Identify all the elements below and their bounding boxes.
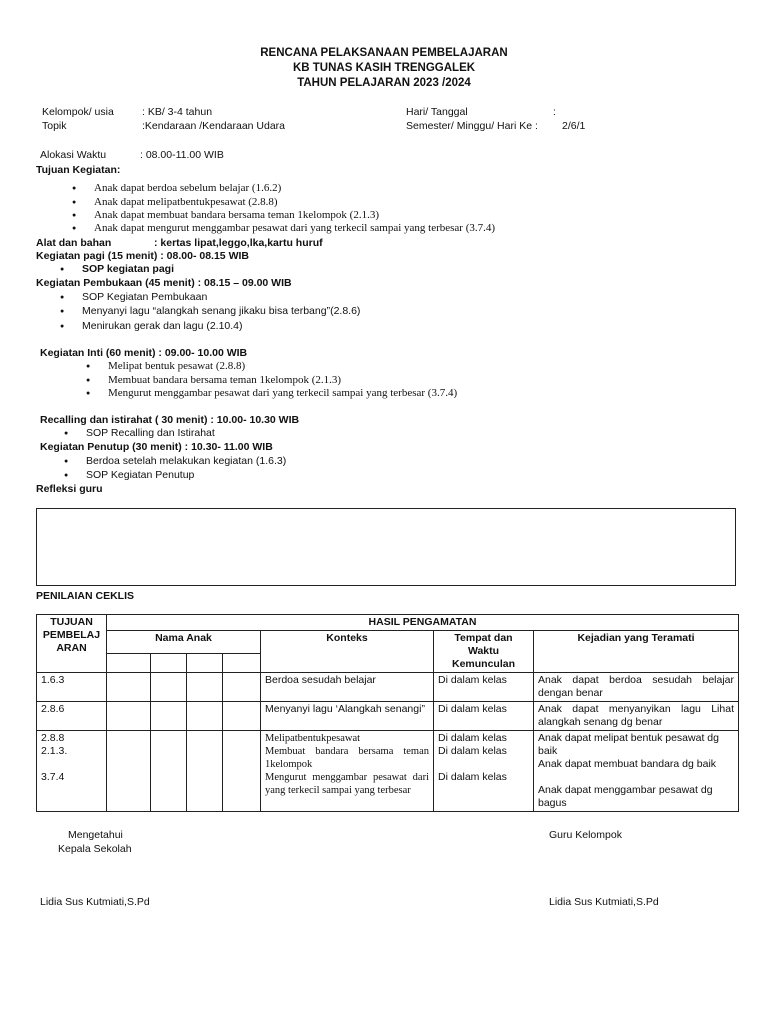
tujuan-cell bbox=[37, 731, 107, 812]
kejadian-line: Anak dapat membuat bandara dg baik bbox=[538, 758, 717, 770]
recalling-heading: Recalling dan istirahat ( 30 menit) : 10.00- 10.30 WIB bbox=[40, 414, 300, 426]
refleksi-heading: Refleksi guru bbox=[36, 483, 103, 495]
table-row bbox=[37, 673, 739, 702]
sign-right-line1: Guru Kelompok bbox=[549, 829, 622, 841]
topik-value: :Kendaraan /Kendaraan Udara bbox=[142, 120, 286, 132]
col-kejadian-header: Kejadian yang Teramati bbox=[534, 631, 739, 673]
nama-cell[interactable] bbox=[151, 653, 187, 672]
nama-cell[interactable] bbox=[187, 653, 223, 672]
konteks-line: Mengurut menggambar pesawat dari yang terkecil sampai yang terbesar bbox=[265, 772, 429, 796]
penutup-heading: Kegiatan Penutup (30 menit) : 10.30- 11.00 WIB bbox=[40, 441, 273, 453]
inti-heading: Kegiatan Inti (60 menit) : 09.00- 10.00 WIB bbox=[40, 347, 248, 359]
sign-left-line1: Mengetahui bbox=[68, 829, 123, 841]
tujuan-heading: Tujuan Kegiatan: bbox=[36, 164, 121, 176]
kejadian-line: Anak dapat melipat bentuk pesawat dg baik bbox=[538, 732, 719, 757]
tempat-line: Di dalam kelas bbox=[438, 745, 507, 757]
nama-cell[interactable] bbox=[107, 702, 151, 731]
konteks-line: Membuat bandara bersama teman 1kelompok bbox=[265, 746, 429, 770]
table-row bbox=[37, 702, 739, 731]
table-row bbox=[37, 731, 739, 812]
tujuan-code: 2.8.8 bbox=[41, 732, 65, 744]
pembukaan-heading: Kegiatan Pembukaan (45 menit) : 08.15 – 09.00 WIB bbox=[36, 277, 292, 289]
recalling-item: ● SOP Recalling dan Istirahat bbox=[86, 427, 215, 440]
penutup-item: ● Berdoa setelah melakukan kegiatan (1.6.3) bbox=[86, 455, 286, 468]
nama-cell[interactable] bbox=[151, 673, 187, 702]
penilaian-heading: PENILAIAN CEKLIS bbox=[36, 590, 135, 602]
nama-cell[interactable] bbox=[223, 673, 261, 702]
sign-left-line2: Kepala Sekolah bbox=[58, 843, 132, 855]
nama-cell[interactable] bbox=[223, 702, 261, 731]
pembukaan-item: ● Menyanyi lagu “alangkah senang jikaku bisa terbang”(2.8.6) bbox=[82, 305, 360, 318]
doc-title: RENCANA PELAKSANAAN PEMBELAJARAN bbox=[260, 47, 508, 59]
semester-label: Semester/ Minggu/ Hari Ke : bbox=[406, 120, 538, 132]
col-tujuan-header: TUJUAN PEMBELAJ ARAN bbox=[37, 615, 107, 673]
konteks-cell: Menyanyi lagu ‘Alangkah senangi” bbox=[261, 702, 434, 731]
tujuan-item: ● Anak dapat mengurut menggambar pesawat dari yang terkecil sampai yang terbesar (3.7.4) bbox=[94, 222, 495, 235]
sign-left-name: Lidia Sus Kutmiati,S.Pd bbox=[40, 896, 150, 908]
col-nama-header: Nama Anak bbox=[107, 631, 261, 654]
nama-cell[interactable] bbox=[223, 653, 261, 672]
kelompok-value: : KB/ 3-4 tahun bbox=[142, 106, 213, 118]
tujuan-cell: 2.8.6 bbox=[37, 702, 107, 731]
alat-label: Alat dan bahan bbox=[36, 237, 112, 249]
inti-item: ● Mengurut menggambar pesawat dari yang terkecil sampai yang terbesar (3.7.4) bbox=[108, 387, 457, 400]
kejadian-cell: Anak dapat menyanyikan lagu Lihat alangkah senang dg benar bbox=[534, 702, 739, 731]
col-tempat-header: Tempat dan Waktu Kemunculan bbox=[434, 631, 534, 673]
refleksi-box[interactable] bbox=[36, 508, 736, 586]
penilaian-table bbox=[36, 614, 739, 812]
hari-value: : bbox=[553, 106, 556, 118]
topik-label: Topik bbox=[42, 120, 67, 132]
tujuan-item: ● Anak dapat berdoa sebelum belajar (1.6.2) bbox=[94, 182, 281, 195]
konteks-line: Melipatbentukpesawat bbox=[265, 733, 361, 744]
alat-value: : kertas lipat,leggo,lka,kartu huruf bbox=[154, 237, 323, 249]
kejadian-cell bbox=[534, 731, 739, 812]
nama-cell[interactable] bbox=[187, 731, 223, 812]
alokasi-label: Alokasi Waktu bbox=[40, 149, 107, 161]
nama-cell[interactable] bbox=[187, 702, 223, 731]
kejadian-cell: Anak dapat berdoa sesudah belajar dengan benar bbox=[534, 673, 739, 702]
nama-cell[interactable] bbox=[107, 731, 151, 812]
pembukaan-item: ● Menirukan gerak dan lagu (2.10.4) bbox=[82, 320, 243, 333]
tujuan-code: 3.7.4 bbox=[41, 771, 65, 783]
col-konteks-header: Konteks bbox=[261, 631, 434, 673]
tempat-line: Di dalam kelas bbox=[438, 771, 507, 783]
nama-cell[interactable] bbox=[187, 673, 223, 702]
konteks-cell: Berdoa sesudah belajar bbox=[261, 673, 434, 702]
nama-cell[interactable] bbox=[151, 702, 187, 731]
school-name: KB TUNAS KASIH TRENGGALEK bbox=[292, 62, 476, 74]
tujuan-code: 2.1.3. bbox=[41, 745, 68, 757]
konteks-cell bbox=[261, 731, 434, 812]
tempat-line: Di dalam kelas bbox=[438, 732, 507, 744]
nama-cell[interactable] bbox=[151, 731, 187, 812]
tempat-cell bbox=[434, 731, 534, 812]
nama-cell[interactable] bbox=[223, 731, 261, 812]
kelompok-label: Kelompok/ usia bbox=[42, 106, 114, 118]
pagi-heading: Kegiatan pagi (15 menit) : 08.00- 08.15 WIB bbox=[36, 250, 249, 262]
hari-label: Hari/ Tanggal bbox=[406, 106, 468, 118]
tujuan-cell: 1.6.3 bbox=[37, 673, 107, 702]
inti-item: ● Melipat bentuk pesawat (2.8.8) bbox=[108, 360, 245, 373]
semester-value: 2/6/1 bbox=[562, 120, 586, 132]
penutup-item: ● SOP Kegiatan Penutup bbox=[86, 469, 194, 482]
sign-right-name: Lidia Sus Kutmiati,S.Pd bbox=[549, 896, 659, 908]
tujuan-item: ● Anak dapat membuat bandara bersama teman 1kelompok (2.1.3) bbox=[94, 209, 379, 222]
pembukaan-item: ● SOP Kegiatan Pembukaan bbox=[82, 291, 207, 304]
tempat-cell: Di dalam kelas bbox=[434, 673, 534, 702]
inti-item: ● Membuat bandara bersama teman 1kelompok (2.1.3) bbox=[108, 374, 341, 387]
academic-year: TAHUN PELAJARAN 2023 /2024 bbox=[297, 77, 471, 89]
tempat-cell: Di dalam kelas bbox=[434, 702, 534, 731]
alokasi-value: : 08.00-11.00 WIB bbox=[140, 149, 224, 161]
col-hasil-header: HASIL PENGAMATAN bbox=[107, 615, 739, 631]
kejadian-line: Anak dapat menggambar pesawat dg bagus bbox=[538, 784, 713, 809]
pagi-item: ● SOP kegiatan pagi bbox=[82, 263, 174, 276]
tujuan-item: ● Anak dapat melipatbentukpesawat (2.8.8) bbox=[94, 196, 278, 209]
nama-cell[interactable] bbox=[107, 673, 151, 702]
nama-cell[interactable] bbox=[107, 653, 151, 672]
